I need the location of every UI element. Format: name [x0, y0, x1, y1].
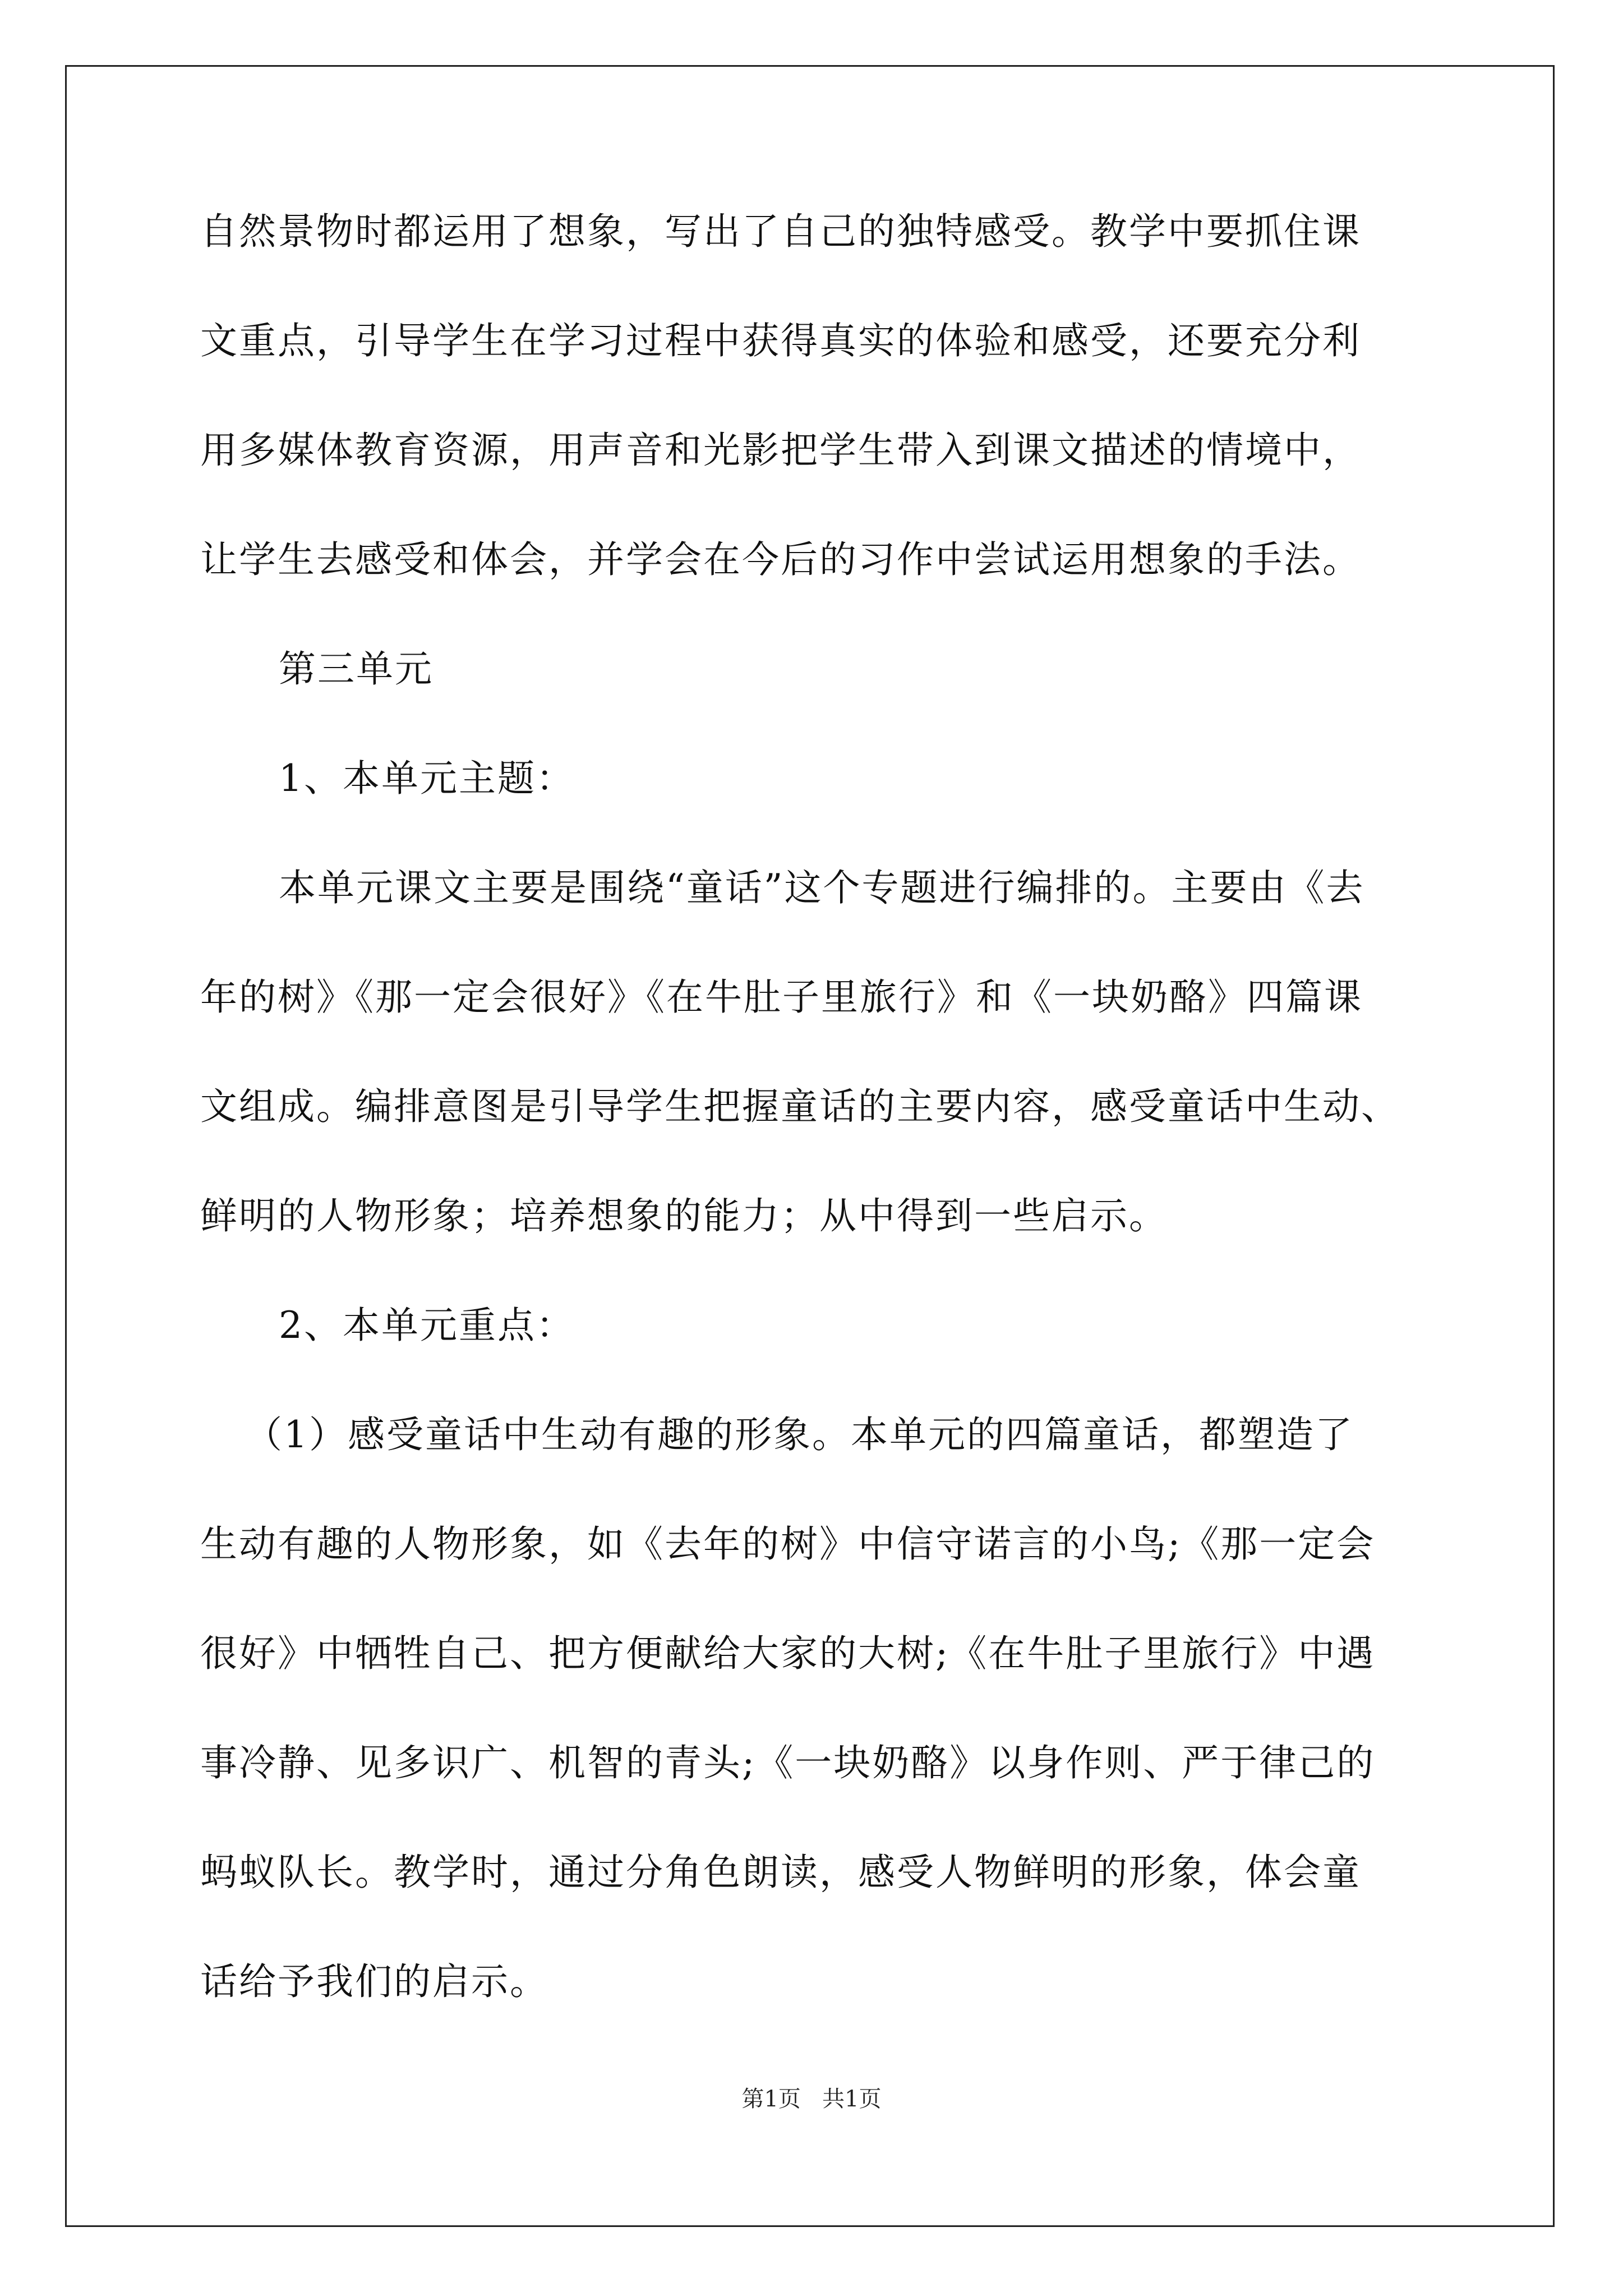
paragraph-line: 生动有趣的人物形象，如《去年的树》中信守诺言的小鸟;《那一定会 [200, 1522, 1376, 1566]
section-heading: 第三单元 [279, 647, 434, 691]
paragraph-line: 让学生去感受和体会，并学会在今后的习作中尝试运用想象的手法。 [200, 538, 1361, 581]
paragraph-line: 鲜明的人物形象；培养想象的能力；从中得到一些启示。 [200, 1194, 1168, 1237]
page-border [65, 65, 1555, 2227]
page-number-footer: 第1页 共1页 [741, 2086, 882, 2112]
paragraph-line: 很好》中牺牲自己、把方便献给大家的大树;《在牛肚子里旅行》中遇 [200, 1632, 1376, 1675]
paragraph-line: 事冷静、见多识广、机智的青头;《一块奶酪》以身作则、严于律己的 [200, 1741, 1376, 1784]
paragraph-line: 用多媒体教育资源，用声音和光影把学生带入到课文描述的情境中， [200, 429, 1361, 472]
paragraph-line: 文组成。编排意图是引导学生把握童话的主要内容，感受童话中生动、 [200, 1085, 1400, 1128]
paragraph-line: 年的树》《那一定会很好》《在牛肚子里旅行》和《一块奶酪》四篇课 [200, 976, 1363, 1019]
paragraph-line: 文重点，引导学生在学习过程中获得真实的体验和感受，还要充分利 [200, 319, 1361, 362]
paragraph-line: 话给予我们的启示。 [200, 1960, 548, 2003]
subsection-heading: 1、本单元主题： [279, 757, 575, 800]
paragraph-line: （1）感受童话中生动有趣的形象。本单元的四篇童话，都塑造了 [245, 1413, 1354, 1456]
paragraph-line: 本单元课文主要是围绕“童话”这个专题进行编排的。主要由《去 [279, 866, 1365, 909]
paragraph-line: 自然景物时都运用了想象，写出了自己的独特感受。教学中要抓住课 [200, 210, 1361, 253]
paragraph-line: 蚂蚁队长。教学时，通过分角色朗读，感受人物鲜明的形象，体会童 [200, 1851, 1361, 1894]
subsection-heading: 2、本单元重点： [279, 1304, 575, 1347]
